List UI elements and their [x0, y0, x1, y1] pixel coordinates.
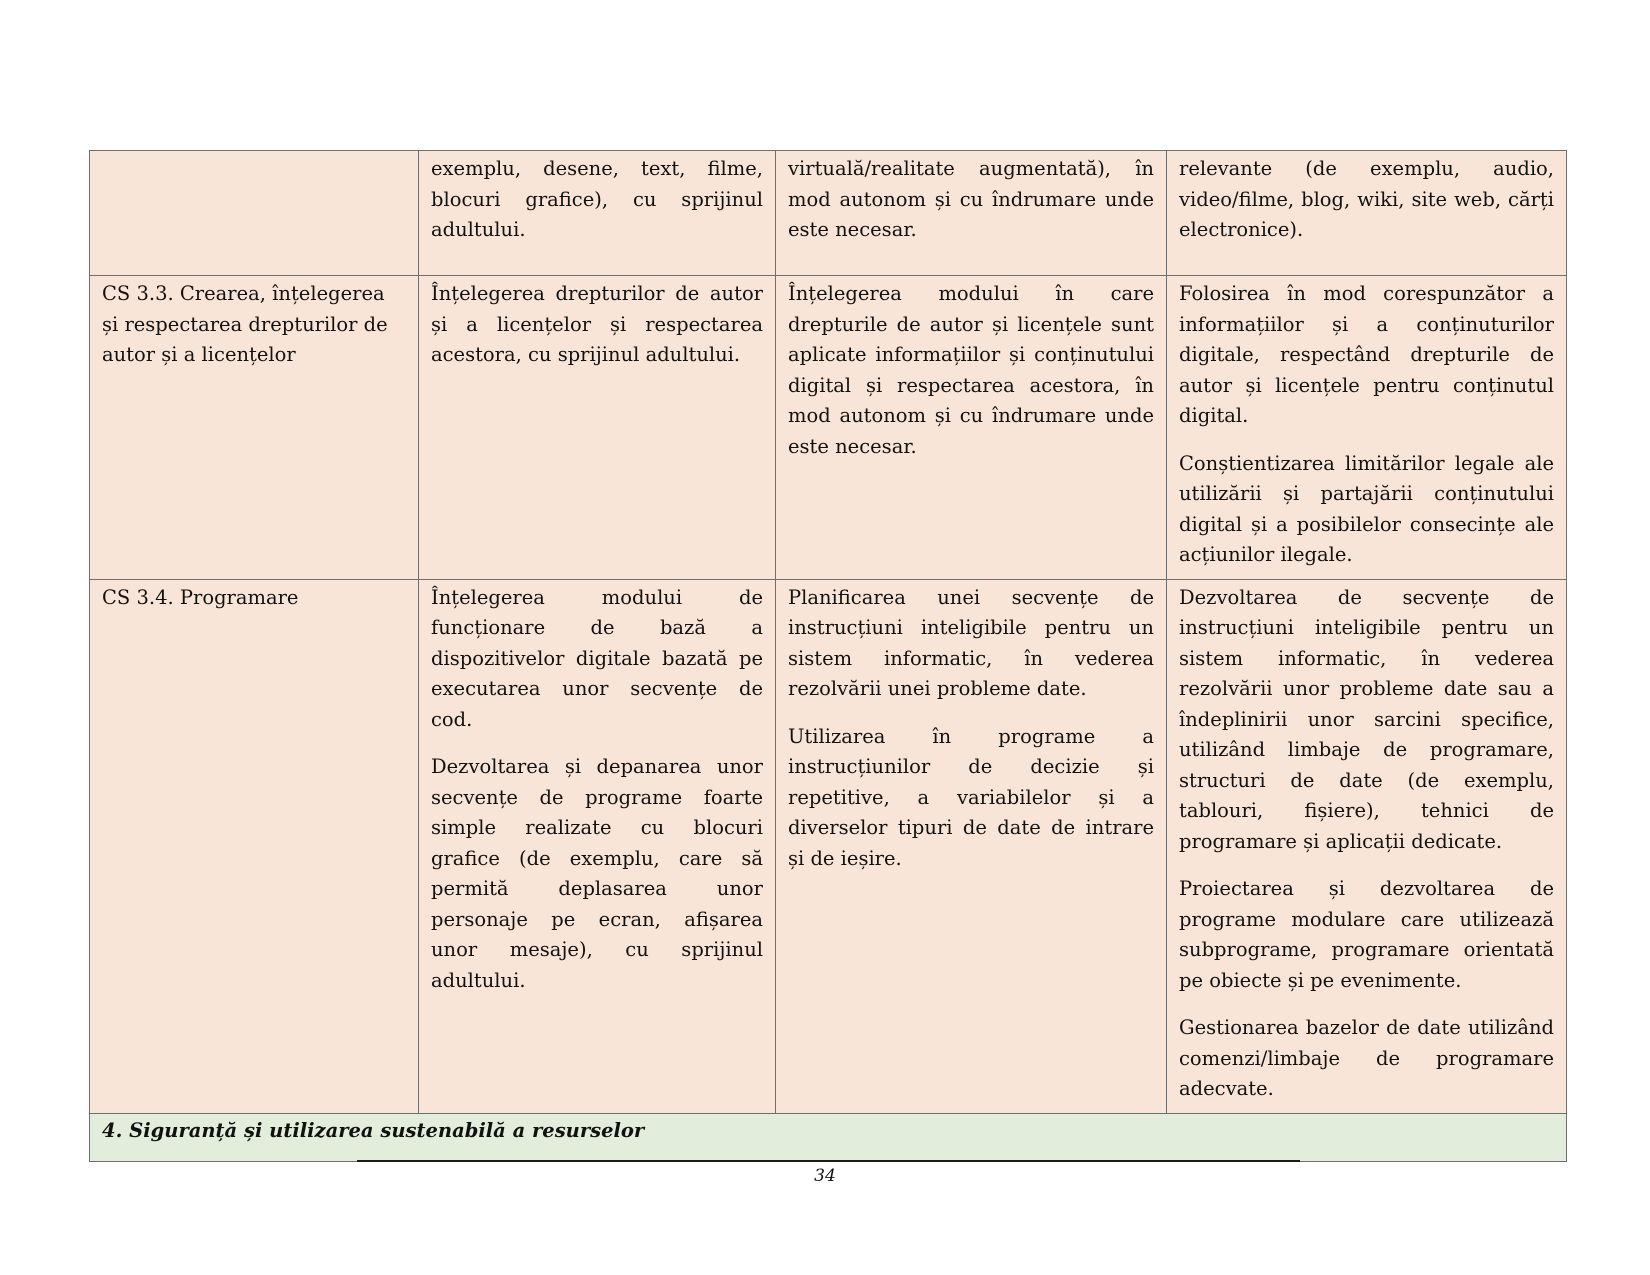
competency-code: CS 3.4. Programare — [102, 585, 299, 609]
level-3-paragraph: Dezvoltarea de secvențe de instrucțiuni inteligibile pentru un sistem informatic, în vederea rezolvării unor probleme date sau a îndeplinirii unor sarcini specifice, utilizând limbaje de programare, structuri de date (de exemplu, tablouri, fișiere), tehnici de programare și aplicații dedicate. — [1179, 585, 1554, 853]
level-3-cell — [1167, 579, 1567, 1113]
level-1-paragraph: Înțelegerea drepturilor de autor și a licențelor și respectarea acestora, cu sprijinul adultului. — [431, 282, 763, 366]
competencies-table — [89, 150, 1567, 1162]
level-2-paragraph: virtuală/realitate augmentată), în mod autonom și cu îndrumare unde este necesar. — [788, 157, 1154, 241]
table-row-continuation — [90, 151, 1567, 276]
competency-code: CS 3.3. Crearea, înțelegerea și respectarea drepturilor de autor și a licențelor — [102, 282, 388, 366]
competency-code-cell — [90, 151, 419, 276]
level-3-paragraph: relevante (de exemplu, audio, video/filme, blog, wiki, site web, cărți electronice). — [1179, 157, 1554, 241]
level-2-paragraph: Utilizarea în programe a instrucțiunilor de decizie și repetitive, a variabilelor și a diverselor tipuri de date de intrare și de ieșire. — [788, 724, 1154, 870]
level-2-cell — [776, 579, 1167, 1113]
level-3-paragraph: Gestionarea bazelor de date utilizând comenzi/limbaje de programare adecvate. — [1179, 1016, 1554, 1100]
level-2-paragraph: Înțelegerea modului în care drepturile de autor și licențele sunt aplicate informațiilor și conținutului digital și respectarea acestora, în mod autonom și cu îndrumare unde este necesar. — [788, 282, 1154, 458]
section-heading: 4. Siguranță și utilizarea sustenabilă a resurselor — [90, 1113, 1567, 1161]
table-row-cs-3-3 — [90, 276, 1567, 580]
level-2-paragraph: Planificarea unei secvențe de instrucțiuni inteligibile pentru un sistem informatic, în vederea rezolvării unei probleme date. — [788, 585, 1154, 700]
level-3-cell — [1167, 151, 1567, 276]
competency-code-cell — [90, 276, 419, 580]
level-1-paragraph: Înțelegerea modului de funcționare de bază a dispozitivelor digitale bazată pe executarea unor secvențe de cod. — [431, 585, 763, 731]
footer-divider — [357, 1160, 1300, 1162]
level-3-cell — [1167, 276, 1567, 580]
level-1-paragraph: exemplu, desene, text, filme, blocuri grafice), cu sprijinul adultului. — [431, 157, 763, 241]
level-1-cell — [419, 276, 776, 580]
level-3-paragraph: Proiectarea și dezvoltarea de programe modulare care utilizează subprograme, programare orientată pe obiecte și pe evenimente. — [1179, 877, 1554, 992]
level-2-cell — [776, 276, 1167, 580]
table-row-cs-3-4 — [90, 579, 1567, 1113]
level-3-paragraph: Folosirea în mod corespunzător a informațiilor și a conținuturilor digitale, respectând drepturile de autor și licențele pentru conținutul digital. — [1179, 282, 1554, 427]
level-3-paragraph: Conștientizarea limitărilor legale ale utilizării și partajării conținutului digital și a posibilelor consecințe ale acțiunilor ilegale. — [1179, 451, 1554, 566]
level-1-cell — [419, 151, 776, 276]
table-row-section-heading — [90, 1113, 1567, 1161]
level-1-paragraph: Dezvoltarea și depanarea unor secvențe de programe foarte simple realizate cu blocuri grafice (de exemplu, care să permită deplasarea unor personaje pe ecran, afișarea unor mesaje), cu sprijinul adultului. — [431, 755, 763, 992]
page-number: 34 — [814, 1166, 836, 1186]
competency-code-cell — [90, 579, 419, 1113]
level-2-cell — [776, 151, 1167, 276]
level-1-cell — [419, 579, 776, 1113]
